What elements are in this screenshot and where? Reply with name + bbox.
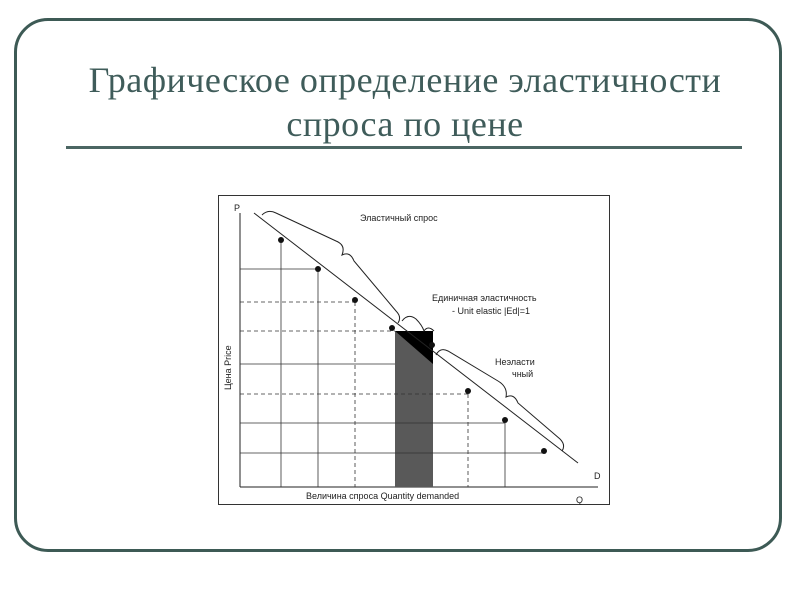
demand-point-6 [465, 388, 471, 394]
demand-point-3 [352, 297, 358, 303]
demand-point-5 [429, 342, 435, 348]
demand-point-2 [315, 266, 321, 272]
elastic-label: Эластичный спрос [360, 213, 438, 223]
demand-point-1 [278, 237, 284, 243]
x-axis-label: Величина спроса Quantity demanded [306, 491, 460, 501]
unit-elastic-brace [402, 316, 434, 331]
title-line-1: Графическое определение эластичности [88, 60, 722, 100]
unit-label-line-2: - Unit elastic |Ed|=1 [452, 306, 530, 316]
p-axis-letter: P [234, 203, 241, 213]
unit-label-line-1: Единичная эластичность [432, 293, 537, 303]
demand-point-4 [389, 325, 395, 331]
elastic-brace [262, 211, 400, 323]
q-axis-letter: Q [576, 495, 584, 505]
inelastic-label-line-1: Неэласти [495, 357, 535, 367]
slide-title [60, 58, 750, 146]
demand-point-8 [541, 448, 547, 454]
demand-letter: D [594, 471, 601, 481]
inelastic-label-line-2: чный [512, 369, 534, 379]
elasticity-diagram [218, 195, 610, 505]
demand-point-7 [502, 417, 508, 423]
y-axis-label: Цена Price [223, 345, 233, 390]
title-underline [66, 146, 742, 149]
title-line-2: спроса по цене [286, 104, 524, 144]
